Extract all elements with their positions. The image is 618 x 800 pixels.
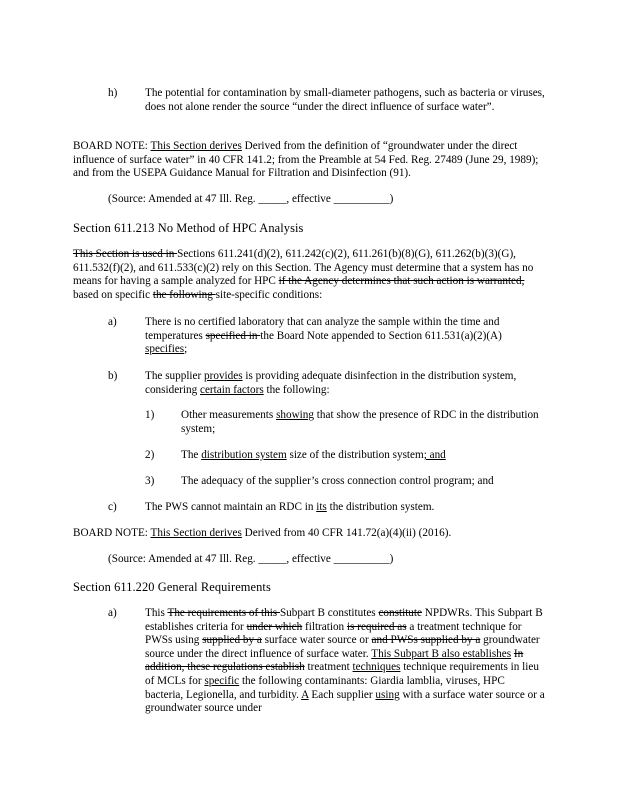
source-note-2: (Source: Amended at 47 Ill. Reg. _____, effective __________) (108, 553, 394, 565)
s213-b2-t2: size of the distribution system (286, 449, 424, 461)
s213-a-label: a) (108, 316, 117, 328)
s213-a-s1: specified in (205, 329, 261, 342)
s220-u3: specific (204, 674, 240, 687)
s220-s6: and PWSs supplied by a (371, 634, 481, 647)
item-h-label: h) (108, 87, 118, 99)
s213-b-t2: is providing adequate disinfection in the distribution system, considering (145, 370, 517, 396)
board-note-2-insert: This Section derives (150, 527, 242, 539)
s213-c-t2: the distribution system. (326, 501, 435, 513)
s213-b2-u2: ; and (423, 449, 446, 461)
s213-b-label: b) (108, 370, 118, 382)
s213-b3-text: The adequacy of the supplier’s cross connection control program; and (181, 475, 494, 487)
s213-text-1: Sections 611.241(d)(2), 611.242(c)(2), 611.261(b)(8)(G), 611.262(b)(3)(G), 611.532(f)(2), and 611.533(c)(2) rely on this Section. The Agency must determine that a system has no means for having a sample analyzed for HPC (73, 248, 534, 288)
s213-b-text (145, 370, 545, 397)
section-213-intro (73, 248, 547, 302)
s213-b2-u1: distribution system (201, 449, 287, 461)
s213-b1-label: 1) (145, 409, 155, 421)
s220-t12: Each supplier (308, 688, 376, 701)
s213-a-text (145, 316, 545, 357)
s220-t13: with a surface water source or a groundwater source under (145, 688, 545, 715)
s220-a-text (145, 607, 545, 716)
s213-b1-u1: showing (276, 409, 314, 421)
s213-a-t2: the Board Note appended to Section 611.531(a)(2)(A) (260, 329, 502, 342)
s220-t11: the following contaminants: Giardia lamblia, viruses, HPC bacteria, Legionella, and turbidity. (145, 674, 505, 701)
s220-u1: This Subpart B also establishes (371, 647, 512, 660)
s220-a-label: a) (108, 607, 117, 619)
s213-b1-t2: that show the presence of RDC in the distribution system; (181, 409, 539, 435)
s213-b-u1: provides (204, 370, 243, 382)
s213-strike-2: if the Agency determines that such action is warranted, (278, 275, 525, 288)
s220-s2: constitute (378, 607, 422, 619)
s220-t2: Subpart B constitutes (279, 607, 379, 619)
board-note-1-prefix: BOARD NOTE: (73, 140, 151, 152)
s220-t9: treatment (304, 661, 353, 674)
board-note-2-prefix: BOARD NOTE: (73, 527, 151, 539)
s220-t6: surface water source or (261, 634, 372, 647)
s213-b-t3: the following: (263, 383, 330, 396)
s220-t10: technique requirements in lieu of MCLs for (145, 661, 539, 687)
s220-u4: A (301, 688, 309, 701)
section-213-heading: Section 611.213 No Method of HPC Analysis (73, 221, 304, 235)
s213-a-t1: There is no certified laboratory that can analyze the sample within the time and temperatures (145, 316, 500, 342)
s220-t3: NPDWRs. This Subpart B establishes criteria for (145, 607, 543, 633)
s220-t7: groundwater source under the direct influence of surface water. (145, 634, 540, 660)
s213-strike-3: the following (152, 288, 216, 301)
s213-a-u1: specifies (145, 343, 185, 356)
s220-s4: is required as (346, 620, 407, 633)
board-note-1 (73, 140, 547, 181)
s220-s7: In addition, these regulations establish (145, 647, 524, 674)
s220-u2: techniques (352, 661, 401, 674)
s213-b-u2: certain factors (200, 383, 264, 396)
s213-strike-1: This Section is used in (73, 248, 178, 260)
s220-t4: filtration (302, 620, 347, 633)
s213-b2-t1: The (181, 449, 202, 461)
s213-c-text (145, 501, 545, 515)
board-note-2 (73, 527, 547, 541)
s220-s3: under which (246, 620, 303, 633)
s213-b1-t1: Other measurements (181, 409, 277, 421)
source-note-1: (Source: Amended at 47 Ill. Reg. _____, effective __________) (108, 193, 394, 205)
section-220-heading: Section 611.220 General Requirements (73, 580, 271, 594)
s213-b1-text (181, 409, 541, 436)
item-h-text: The potential for contamination by small-diameter pathogens, such as bacteria or viruses, does not alone render the source “under the direct influence of surface water”. (145, 87, 545, 113)
s213-b-t1: The supplier (145, 370, 205, 382)
s220-s5: supplied by a (202, 634, 262, 647)
s220-s1: The requirements of this (167, 607, 280, 619)
s213-text-3: site-specific conditions: (215, 288, 323, 301)
s213-b2-text (181, 449, 541, 463)
s213-b2-label: 2) (145, 449, 155, 461)
s213-b3-label: 3) (145, 475, 155, 487)
s213-text-2: based on specific (73, 288, 153, 301)
s213-c-u1: its (316, 501, 327, 513)
s213-c-t1: The PWS cannot maintain an RDC in (145, 501, 317, 513)
board-note-1-insert: This Section derives (150, 140, 242, 152)
board-note-1-text: Derived from the definition of “groundwater under the direct influence of surface water” in 40 CFR 141.2; from the Preamble at 54 Fed. Reg. 27489 (June 29, 1989); and from the USEPA Guidance Manual for Filtration and Disinfection (91). (73, 140, 539, 180)
s220-t5: a treatment technique for PWSs using (145, 620, 522, 647)
s220-t1: This (145, 607, 168, 619)
board-note-2-text: Derived from 40 CFR 141.72(a)(4)(ii) (2016). (241, 527, 452, 539)
s213-c-label: c) (108, 501, 117, 513)
s213-a-t3: ; (184, 343, 188, 356)
s220-u5: using (375, 688, 400, 701)
